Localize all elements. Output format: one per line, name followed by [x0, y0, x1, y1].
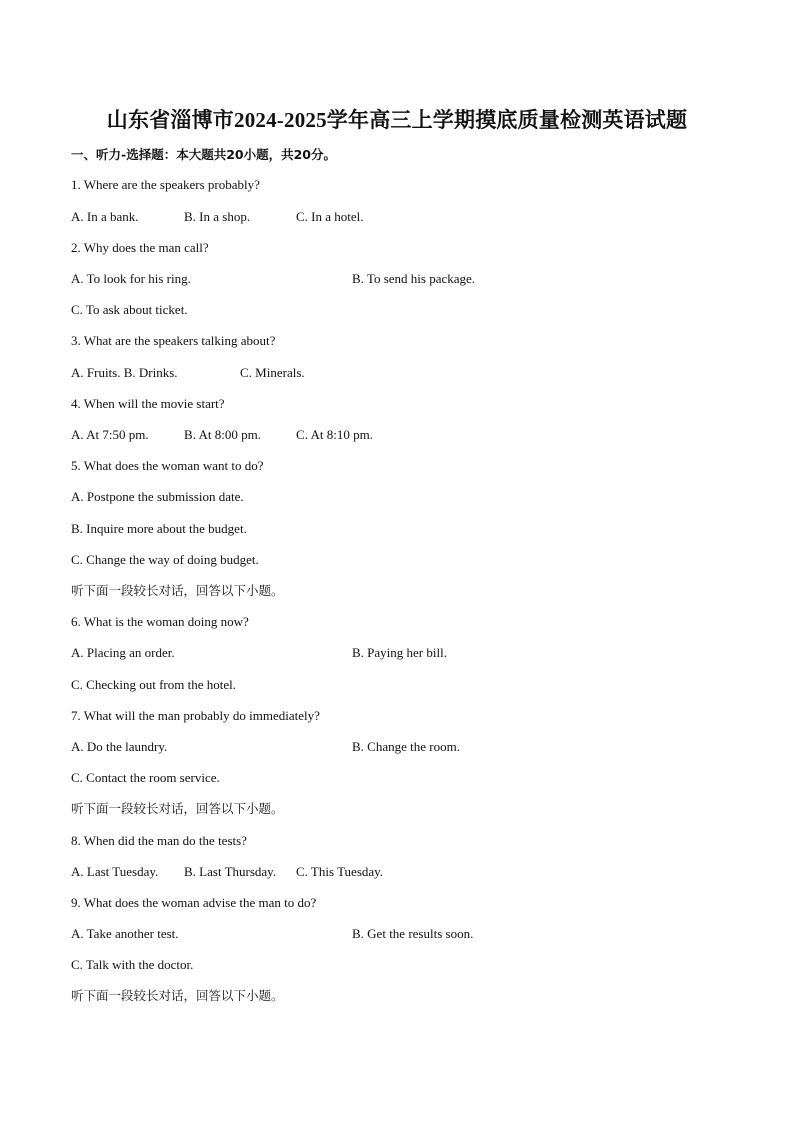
question-3-option-ab: A. Fruits. B. Drinks. [71, 365, 178, 380]
question-7-option-a: A. Do the laundry. [71, 739, 168, 754]
question-5-option-c: C. Change the way of doing budget. [71, 552, 259, 567]
question-5-option-b: B. Inquire more about the budget. [71, 521, 247, 536]
question-6-option-c: C. Checking out from the hotel. [71, 677, 237, 692]
question-2-option-a: A. To look for his ring. [71, 271, 191, 286]
question-3-stem: 3. What are the speakers talking about? [71, 333, 276, 348]
question-7-stem: 7. What will the man probably do immediately? [71, 708, 320, 723]
question-1-option-c: C. In a hotel. [296, 209, 364, 224]
section-heading: 一、听力-选择题：本大题共20小题，共20分。 [71, 147, 336, 162]
question-4-option-b: B. At 8:00 pm. [184, 427, 261, 442]
question-2-option-c: C. To ask about ticket. [71, 302, 188, 317]
question-4-option-c: C. At 8:10 pm. [296, 427, 373, 442]
question-5-option-a: A. Postpone the submission date. [71, 489, 244, 504]
question-6-option-a: A. Placing an order. [71, 645, 175, 660]
listen-instruction-3: 听下面一段较长对话，回答以下小题。 [71, 988, 284, 1003]
question-8-option-c: C. This Tuesday. [296, 864, 384, 879]
question-2-option-b: B. To send his package. [352, 271, 476, 286]
question-8-option-a: A. Last Tuesday. [71, 864, 159, 879]
listen-instruction-1: 听下面一段较长对话，回答以下小题。 [71, 583, 284, 598]
question-9-option-c: C. Talk with the doctor. [71, 957, 194, 972]
question-1-option-b: B. In a shop. [184, 209, 251, 224]
question-1-stem: 1. Where are the speakers probably? [71, 177, 260, 192]
listen-instruction-2: 听下面一段较长对话，回答以下小题。 [71, 801, 284, 816]
question-8-stem: 8. When did the man do the tests? [71, 833, 247, 848]
question-9-stem: 9. What does the woman advise the man to do? [71, 895, 317, 910]
question-6-option-b: B. Paying her bill. [352, 645, 447, 660]
question-7-option-b: B. Change the room. [352, 739, 460, 754]
question-2-stem: 2. Why does the man call? [71, 240, 209, 255]
question-5-stem: 5. What does the woman want to do? [71, 458, 264, 473]
question-9-option-b: B. Get the results soon. [352, 926, 474, 941]
question-3-option-c: C. Minerals. [240, 365, 305, 380]
question-8-option-b: B. Last Thursday. [184, 864, 277, 879]
question-7-option-c: C. Contact the room service. [71, 770, 220, 785]
question-1-option-a: A. In a bank. [71, 209, 139, 224]
question-6-stem: 6. What is the woman doing now? [71, 614, 249, 629]
question-4-option-a: A. At 7:50 pm. [71, 427, 149, 442]
document-title: 山东省淄博市2024-2025学年高三上学期摸底质量检测英语试题 [106, 108, 688, 132]
question-4-stem: 4. When will the movie start? [71, 396, 225, 411]
question-9-option-a: A. Take another test. [71, 926, 179, 941]
